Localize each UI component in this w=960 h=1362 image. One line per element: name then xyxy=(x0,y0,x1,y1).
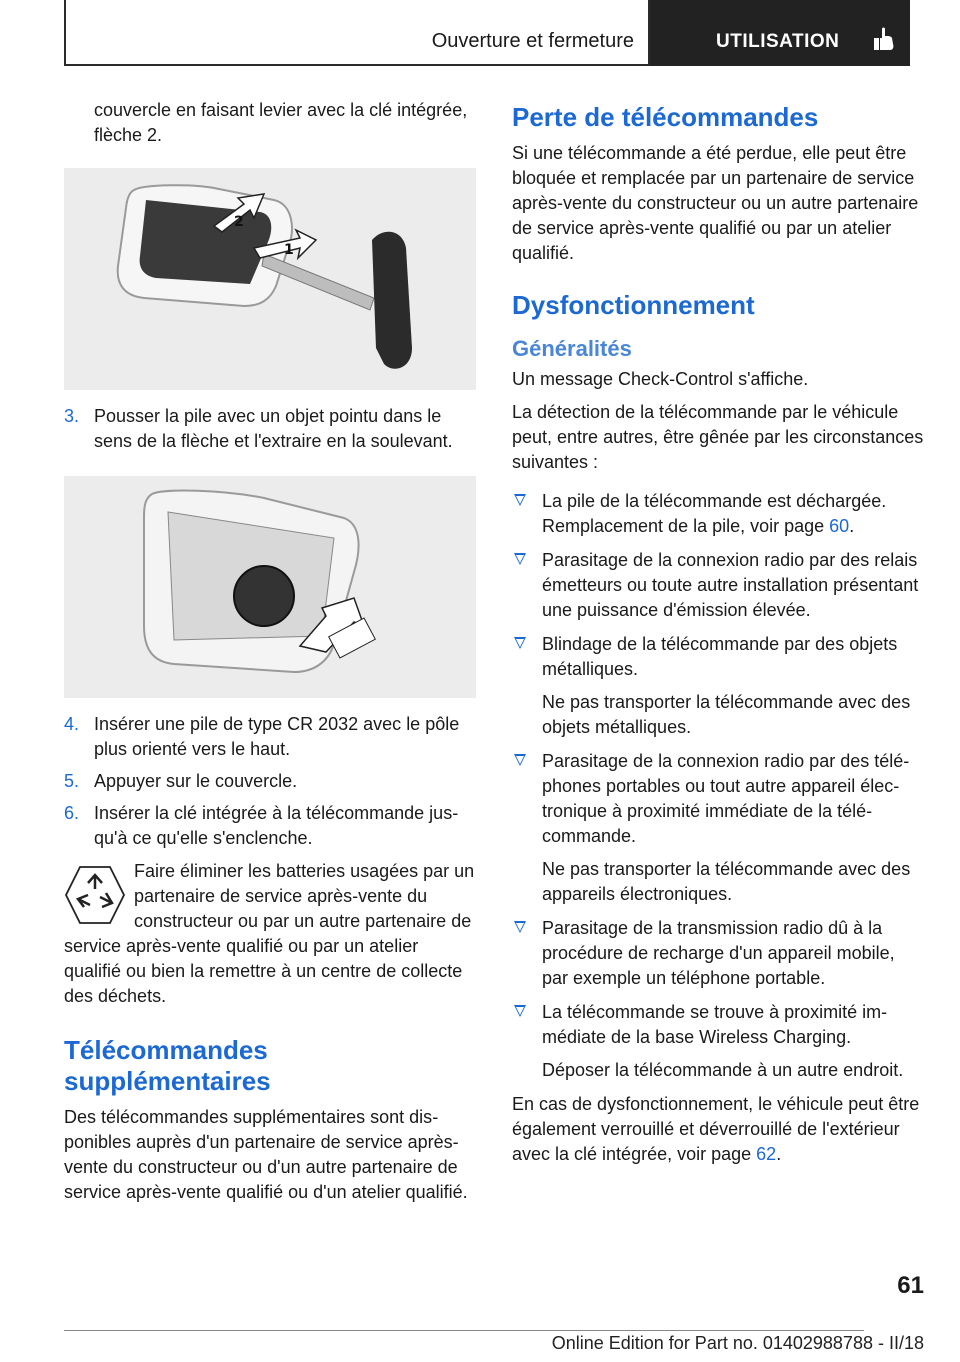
intro-text: couvercle en faisant levier avec la clé intégrée, flèche 2. xyxy=(94,100,468,145)
footer-divider xyxy=(64,1330,864,1331)
malfunction-causes-list xyxy=(512,489,924,1083)
triangle-bullet-icon xyxy=(514,637,526,649)
remote-loss-text: Si une télécommande a été perdue, elle peut être bloquée et remplacée par un partenaire de service après-vente du constructeur ou un autre partenaire de service après-vente qualifié ou par un atelier qualifié. xyxy=(512,143,919,263)
step-item xyxy=(64,712,476,762)
page-link-62[interactable]: 62 xyxy=(756,1144,777,1164)
pointing-hand-icon xyxy=(870,26,896,52)
list-item-text: La pile de la télécommande est déchargée. Remplacement de la pile, voir page xyxy=(542,491,887,536)
list-item-text: Parasitage de la connexion radio par des relais émetteurs ou toute autre installation présentant une puissance d'émission élevée. xyxy=(542,550,919,620)
list-item xyxy=(512,916,924,991)
figure-battery-removal xyxy=(64,476,476,698)
heading-general: Généralités xyxy=(512,336,632,361)
step-item xyxy=(64,769,476,794)
closing-suffix: . xyxy=(776,1144,782,1164)
step-number: 5. xyxy=(64,771,80,791)
list-item xyxy=(512,632,924,740)
list-item-text: La télécommande se trouve à proximité immédiate de la base Wireless Charging. xyxy=(542,1002,888,1047)
triangle-bullet-icon xyxy=(514,553,526,565)
figure-key-cover xyxy=(64,168,476,390)
page-link-60[interactable]: 60 xyxy=(829,516,850,536)
header-chapter-title: UTILISATION xyxy=(716,31,840,52)
heading-extra-remotes: Télécommandes supplémentaires xyxy=(64,1035,271,1096)
list-item-subtext: Déposer la télécommande à un autre endroit. xyxy=(542,1060,904,1080)
list-item xyxy=(512,749,924,907)
step-text: Insérer la clé intégrée à la télécommande jusqu'à ce qu'elle s'enclenche. xyxy=(94,803,459,848)
triangle-bullet-icon xyxy=(514,921,526,933)
recycling-icon xyxy=(64,865,126,925)
step-item xyxy=(64,404,476,454)
page-number: 61 xyxy=(897,1272,924,1299)
list-item-subtext: Ne pas transporter la télécommande avec des appareils électroniques. xyxy=(542,859,911,904)
step-number: 4. xyxy=(64,714,80,734)
list-item-suffix: . xyxy=(849,516,855,536)
header-section-box xyxy=(64,0,650,66)
footer-edition: Online Edition for Part no. 01402988788 - II/18 xyxy=(551,1333,924,1353)
heading-malfunction: Dysfonctionnement xyxy=(512,290,755,320)
triangle-bullet-icon xyxy=(514,494,526,506)
closing-text xyxy=(512,1092,924,1167)
step-text: Insérer une pile de type CR 2032 avec le pôle plus orienté vers le haut. xyxy=(94,714,460,759)
list-item xyxy=(512,1000,924,1083)
triangle-bullet-icon xyxy=(514,754,526,766)
step-number: 6. xyxy=(64,803,80,823)
list-item xyxy=(512,489,924,539)
general-text-1: Un message Check-Control s'affiche. xyxy=(512,369,809,389)
list-item xyxy=(512,548,924,623)
step-number: 3. xyxy=(64,406,80,426)
general-text-2: La détection de la télécommande par le véhicule peut, entre autres, être gênée par les circonstances suivantes : xyxy=(512,402,924,472)
triangle-bullet-icon xyxy=(514,1005,526,1017)
list-item-text: Parasitage de la connexion radio par des téléphones portables ou tout autre appareil électronique à proximité immédiate de la télécommande. xyxy=(542,751,910,846)
right-column xyxy=(512,98,924,1175)
step-text: Appuyer sur le couvercle. xyxy=(94,771,298,791)
header-section-title: Ouverture et fermeture xyxy=(431,30,634,52)
recycling-note xyxy=(64,859,476,1009)
steps-list-b xyxy=(64,712,476,851)
list-item-text: Blindage de la télécommande par des objets métalliques. xyxy=(542,634,898,679)
extra-remotes-text: Des télécommandes supplémentaires sont disponibles auprès d'un partenaire de service après-vente du constructeur ou d'un autre partenaire de service après-vente qualifié ou d'un atelier qualifié. xyxy=(64,1107,468,1202)
closing-text-body: En cas de dysfonctionnement, le véhicule peut être également verrouillé et déverrouillé de l'extérieur avec la clé intégrée, voir page xyxy=(512,1094,920,1164)
recycling-note-text: Faire éliminer les batteries usagées par un partenaire de service après-vente du constructeur ou par un autre partenaire de service après-vente qualifié ou par un atelier qualifié ou bien la remettre à un centre de collecte des déchets. xyxy=(64,861,475,1006)
step-text: Pousser la pile avec un objet pointu dans le sens de la flèche et l'extraire en la soulevant. xyxy=(94,406,453,451)
heading-remote-loss: Perte de télécommandes xyxy=(512,102,819,132)
list-item-text: Parasitage de la transmission radio dû à la procédure de recharge d'un appareil mobile, par exemple un téléphone portable. xyxy=(542,918,895,988)
step-item xyxy=(64,801,476,851)
left-column xyxy=(64,98,476,1213)
list-item-subtext: Ne pas transporter la télécommande avec des objets métalliques. xyxy=(542,692,911,737)
header-chapter-box xyxy=(650,0,910,66)
steps-list-a xyxy=(64,404,476,454)
fig1-label-2: 2 xyxy=(234,214,244,230)
fig1-label-1: 1 xyxy=(284,242,294,258)
